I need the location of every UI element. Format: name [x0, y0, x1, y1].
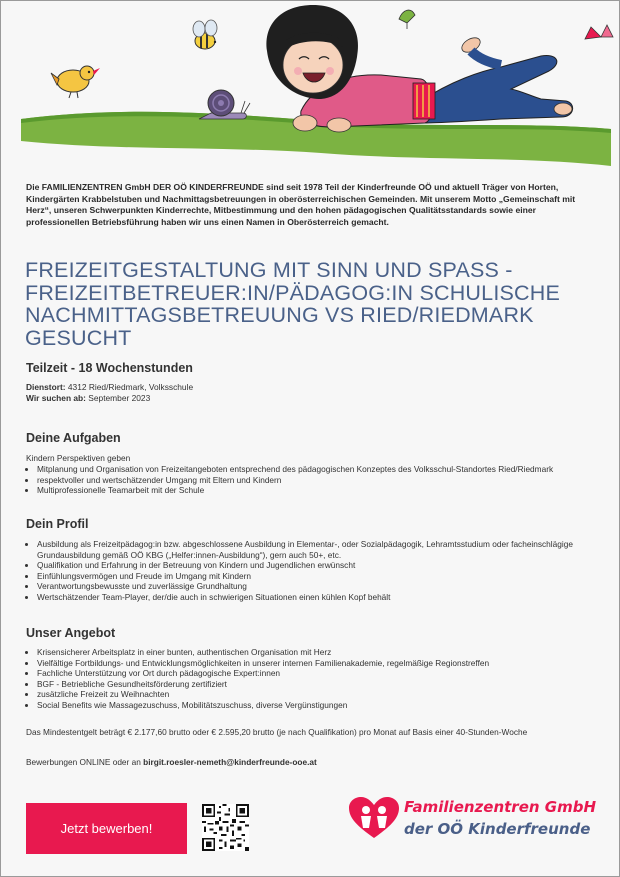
- list-item: • Wertschätzender Team-Player, der/die auch in schwierigen Situationen einen kühlen Kopf behält: [37, 592, 612, 603]
- location-value: 4312 Ried/Riedmark, Volksschule: [65, 382, 194, 392]
- list-item: • Multiprofessionelle Teamarbeit mit der Schule: [37, 485, 612, 496]
- job-title-line: NACHMITTAGSBETREUUNG VS RIED/RIEDMARK: [25, 303, 534, 327]
- list-item: • Krisensicherer Arbeitsplatz in einer bunten, authentischen Organisation mit Herz: [37, 647, 612, 658]
- aufgaben-list: [26, 464, 612, 496]
- start-label: Wir suchen ab:: [26, 393, 86, 403]
- list-item: • zusätzliche Freizeit zu Weihnachten: [37, 689, 612, 700]
- section-heading-profil: Dein Profil: [26, 517, 89, 531]
- application-info: [26, 757, 317, 767]
- hero-illustration: [1, 1, 619, 171]
- employment-type: Teilzeit - 18 Wochenstunden: [26, 361, 193, 375]
- aufgaben-lead: Kindern Perspektiven geben: [26, 453, 131, 463]
- job-title-line: FREIZEITBETREUER:IN/PÄDAGOG:IN SCHULISCHE: [25, 280, 561, 305]
- job-title: [25, 259, 610, 349]
- job-title-line: FREIZEITGESTALTUNG MIT SINN UND SPASS -: [25, 258, 513, 282]
- heart-logo-icon: [347, 796, 401, 840]
- list-item: • Ausbildung als Freizeitpädagog:in bzw. abgeschlossene Ausbildung in Elementar-, oder Sozialpädagogik, Lehramtsstudium oder facheinschlägige Grundausbildung gemäß OÖ KBG („Helfer:innen-Ausbildung“), gern auch 50+, etc.: [37, 539, 612, 560]
- list-item: • BGF - Betriebliche Gesundheitsförderung zertifiziert: [37, 679, 612, 690]
- job-meta: [26, 382, 193, 404]
- angebot-list: [26, 647, 612, 710]
- section-heading-angebot: Unser Angebot: [26, 626, 116, 640]
- location-label: Dienstort:: [26, 382, 66, 392]
- intro-paragraph: Die FAMILIENZENTREN GmbH DER OÖ KINDERFREUNDE sind seit 1978 Teil der Kinderfreunde OÖ und aktuell Träger von Horten, Kindergärten Krabbelstuben und Nachmittagsbetreuungen in oberösterreichischen Gemeinden. Mit unserem Motto „Gemeinschaft mit Herz“, unseren Schwerpunkten Kinderrechte, Mitbestimmung und den hohen pädagogischen Qualitätsstandards sowie einer professionellen Betriebsführung haben wir uns einen Namen in Oberösterreich gemacht.: [26, 182, 576, 227]
- application-email-link[interactable]: birgit.roesler-nemeth@kinderfreunde-ooe.at: [143, 757, 317, 767]
- list-item: • Einfühlungsvermögen und Freude im Umgang mit Kindern: [37, 571, 612, 582]
- list-item: • Fachliche Unterstützung vor Ort durch pädagogische Expert:innen: [37, 668, 612, 679]
- list-item: • Mitplanung und Organisation von Freizeitangeboten entsprechend des pädagogischen Konzeptes des Volksschul-Standortes Ried/Riedmark: [37, 464, 612, 475]
- profil-list: [26, 539, 612, 602]
- apply-now-button[interactable]: Jetzt bewerben!: [26, 803, 187, 854]
- logo-text-line1: Familienzentren GmbH: [404, 798, 597, 816]
- list-item: • Verantwortungsbewusste und zuverlässige Grundhaltung: [37, 581, 612, 592]
- logo-text-line2: der OÖ Kinderfreunde: [404, 820, 591, 838]
- list-item: • Qualifikation und Erfahrung in der Betreuung von Kindern und Jugendlichen erwünscht: [37, 560, 612, 571]
- start-value: September 2023: [85, 393, 151, 403]
- job-title-line: GESUCHT: [25, 325, 132, 350]
- list-item: • Social Benefits wie Massagezuschuss, Mobilitätszuschuss, diverse Vergünstigungen: [37, 700, 612, 711]
- application-text: Bewerbungen ONLINE oder an: [26, 757, 144, 767]
- salary-info: Das Mindestentgelt beträgt € 2.177,60 brutto oder € 2.595,20 brutto (je nach Qualifikation) pro Monat auf Basis einer 40-Stunden-Woche: [26, 727, 528, 737]
- section-heading-aufgaben: Deine Aufgaben: [26, 431, 121, 445]
- list-item: • Vielfältige Fortbildungs- und Entwicklungsmöglichkeiten in unserer internen Familienakademie, regelmäßige Regionstreffen: [37, 658, 612, 669]
- qr-code[interactable]: [202, 804, 249, 851]
- list-item: • respektvoller und wertschätzender Umgang mit Eltern und Kindern: [37, 475, 612, 486]
